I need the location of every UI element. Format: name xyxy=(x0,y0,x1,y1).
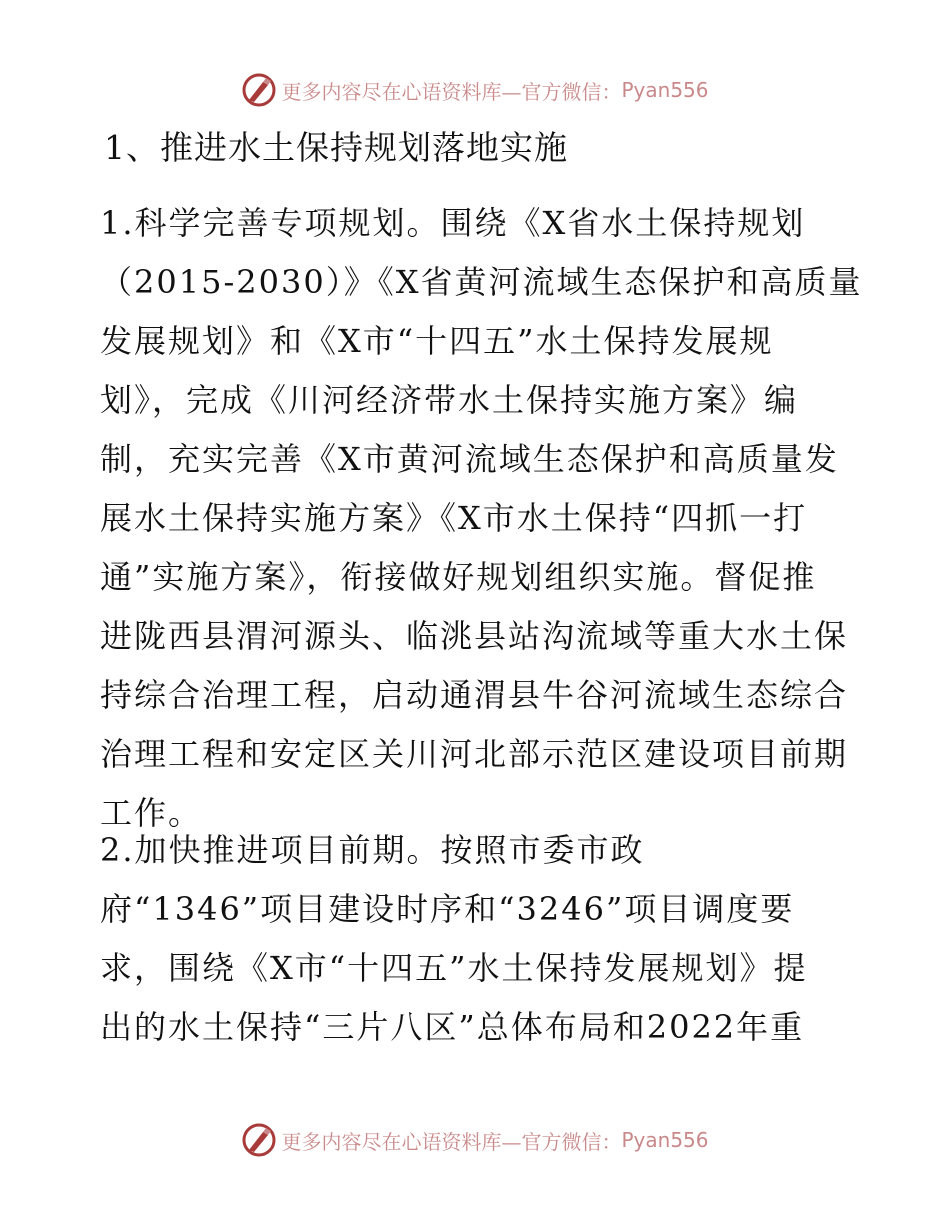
text-line: 持综合治理工程，启动通渭县牛谷河流域生态综合 xyxy=(100,676,849,714)
text-line: 1.科学完善专项规划。围绕《X省水土保持规划 xyxy=(100,204,806,242)
text-line: 治理工程和安定区关川河北部示范区建设项目前期 xyxy=(100,735,849,773)
footer-watermark-banner xyxy=(0,1120,950,1160)
text-line: 府“1346”项目建设时序和“3246”项目调度要 xyxy=(100,890,795,928)
text-line: 通”实施方案》，衔接做好规划组织实施。督促推 xyxy=(100,558,817,596)
pen-logo-icon xyxy=(241,1122,277,1158)
banner-text: 更多内容尽在心语资料库—官方微信： xyxy=(281,1129,622,1154)
text-line: 进陇西县渭河源头、临洮县站沟流域等重大水土保 xyxy=(100,617,849,655)
text-line: 出的水土保持“三片八区”总体布局和2022年重 xyxy=(100,1008,805,1046)
banner-wechat-id: Pyan556 xyxy=(621,1128,709,1152)
paragraph-1 xyxy=(100,194,863,843)
text-line: 工作。 xyxy=(100,794,203,832)
text-line: 划》，完成《川河经济带水土保持实施方案》编 xyxy=(100,381,799,419)
text-line: 2.加快推进项目前期。按照市委市政 xyxy=(100,831,645,869)
text-line: 求，围绕《X市“十四五”水土保持发展规划》提 xyxy=(100,949,808,987)
banner-wechat-id: Pyan556 xyxy=(621,78,709,102)
text-line: 发展规划》和《X市“十四五”水土保持发展规 xyxy=(100,322,774,360)
banner-text: 更多内容尽在心语资料库—官方微信： xyxy=(281,79,622,104)
text-line: 展水土保持实施方案》《X市水土保持“四抓一打 xyxy=(100,499,808,537)
paragraph-2 xyxy=(100,821,860,1057)
section-heading: 1、推进水土保持规划落地实施 xyxy=(104,128,568,167)
text-line: 制，充实完善《X市黄河流域生态保护和高质量发 xyxy=(100,440,839,478)
header-watermark-banner xyxy=(0,70,950,110)
pen-logo-icon xyxy=(241,72,277,108)
text-line: （2015-2030）》《X省黄河流域生态保护和高质量 xyxy=(100,263,863,301)
